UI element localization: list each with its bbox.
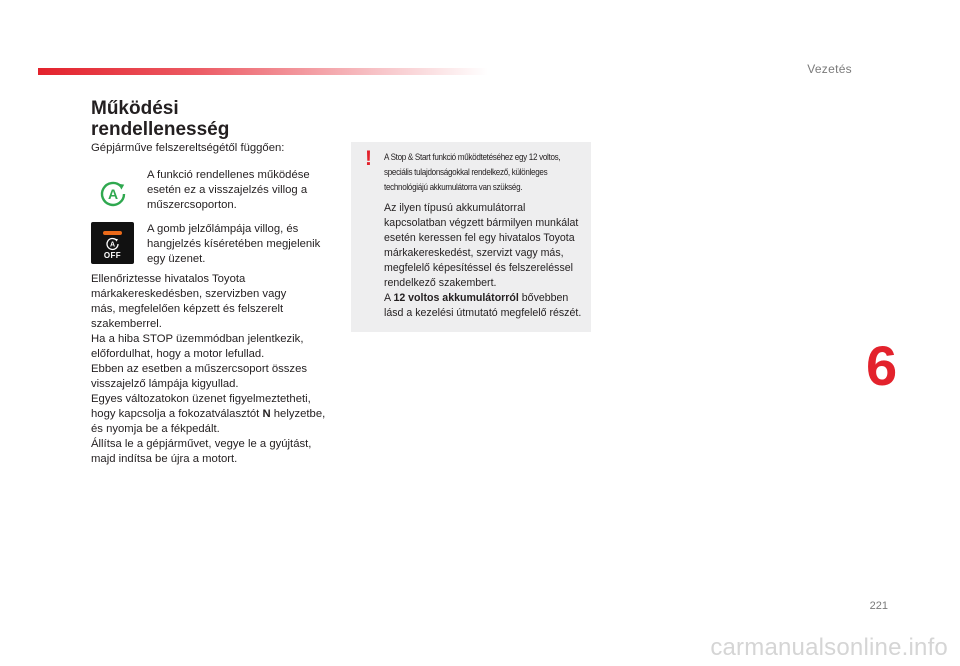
section-label: Vezetés — [807, 62, 852, 76]
auto-stop-start-icon — [105, 237, 120, 251]
page-number: 221 — [869, 600, 888, 612]
exclamation-icon: ! — [365, 147, 372, 170]
green-indicator-description: A funkció rendellenes működése esetén ez a visszajelzés villog a műszercsoporton. — [147, 169, 310, 211]
auto-stop-start-off-button-icon — [91, 222, 134, 264]
svg-text:A: A — [109, 241, 116, 249]
off-button-description: A gomb jelzőlámpája villog, és hangjelzés kíséretében megjelenik egy üzenet. — [147, 223, 321, 265]
note-text-part: Az ilyen típusú akkumulátorral kapcsolatban végzett bármilyen munkálat esetén keressen fel egy hivatalos Toyota márkakereskedést, szervizt vagy más, megfelelő képesítéssel és felszereléssel rendelkező szakembert. — [384, 202, 579, 289]
chapter-number: 6 — [866, 334, 898, 397]
svg-text:A: A — [107, 186, 119, 202]
body-text — [91, 272, 341, 467]
note-text-part: bővebben lásd a kezelési útmutató megfelelő részét. — [384, 292, 582, 319]
off-label: OFF — [103, 251, 122, 260]
intro-text: Gépjárműve felszereltségétől függően: — [91, 142, 285, 154]
auto-stop-start-green-icon — [98, 179, 128, 209]
note-bold-text: 12 voltos akkumulátorról — [393, 292, 519, 304]
note-text — [384, 201, 589, 321]
gear-position-n: N — [262, 408, 271, 420]
watermark: carmanualsonline.info — [710, 634, 948, 661]
indicator-led — [103, 231, 122, 235]
body-text-part: helyzetbe, és nyomja be a fékpedált. Állítsa le a gépjárművet, vegye le a gyújtást, majd indítsa be újra a motort. — [91, 408, 326, 465]
note-text-part: A — [384, 292, 394, 304]
header-accent-bar — [38, 68, 488, 75]
battery-note-box — [351, 142, 591, 332]
page-title: Működési rendellenesség — [91, 98, 230, 140]
body-text-part: Ellenőriztesse hivatalos Toyota márkakereskedésben, szervizben vagy más, megfelelően képzett és felszerelt szakemberrel. Ha a hiba STOP üzemmódban jelentkezik, előfordulhat, hogy a motor lefullad. Ebben az esetben a műszercsoport összes visszajelző lámpája kigyullad. Egyes változatokon üzenet figyelmeztetheti, hogy kapcsolja a fokozatválasztót — [91, 273, 311, 420]
note-title: A Stop & Start funkció működtetéséhez egy 12 voltos, speciális tulajdonságokkal rendelkező, különleges technológiájú akkumulátorra van szükség. — [384, 152, 561, 192]
